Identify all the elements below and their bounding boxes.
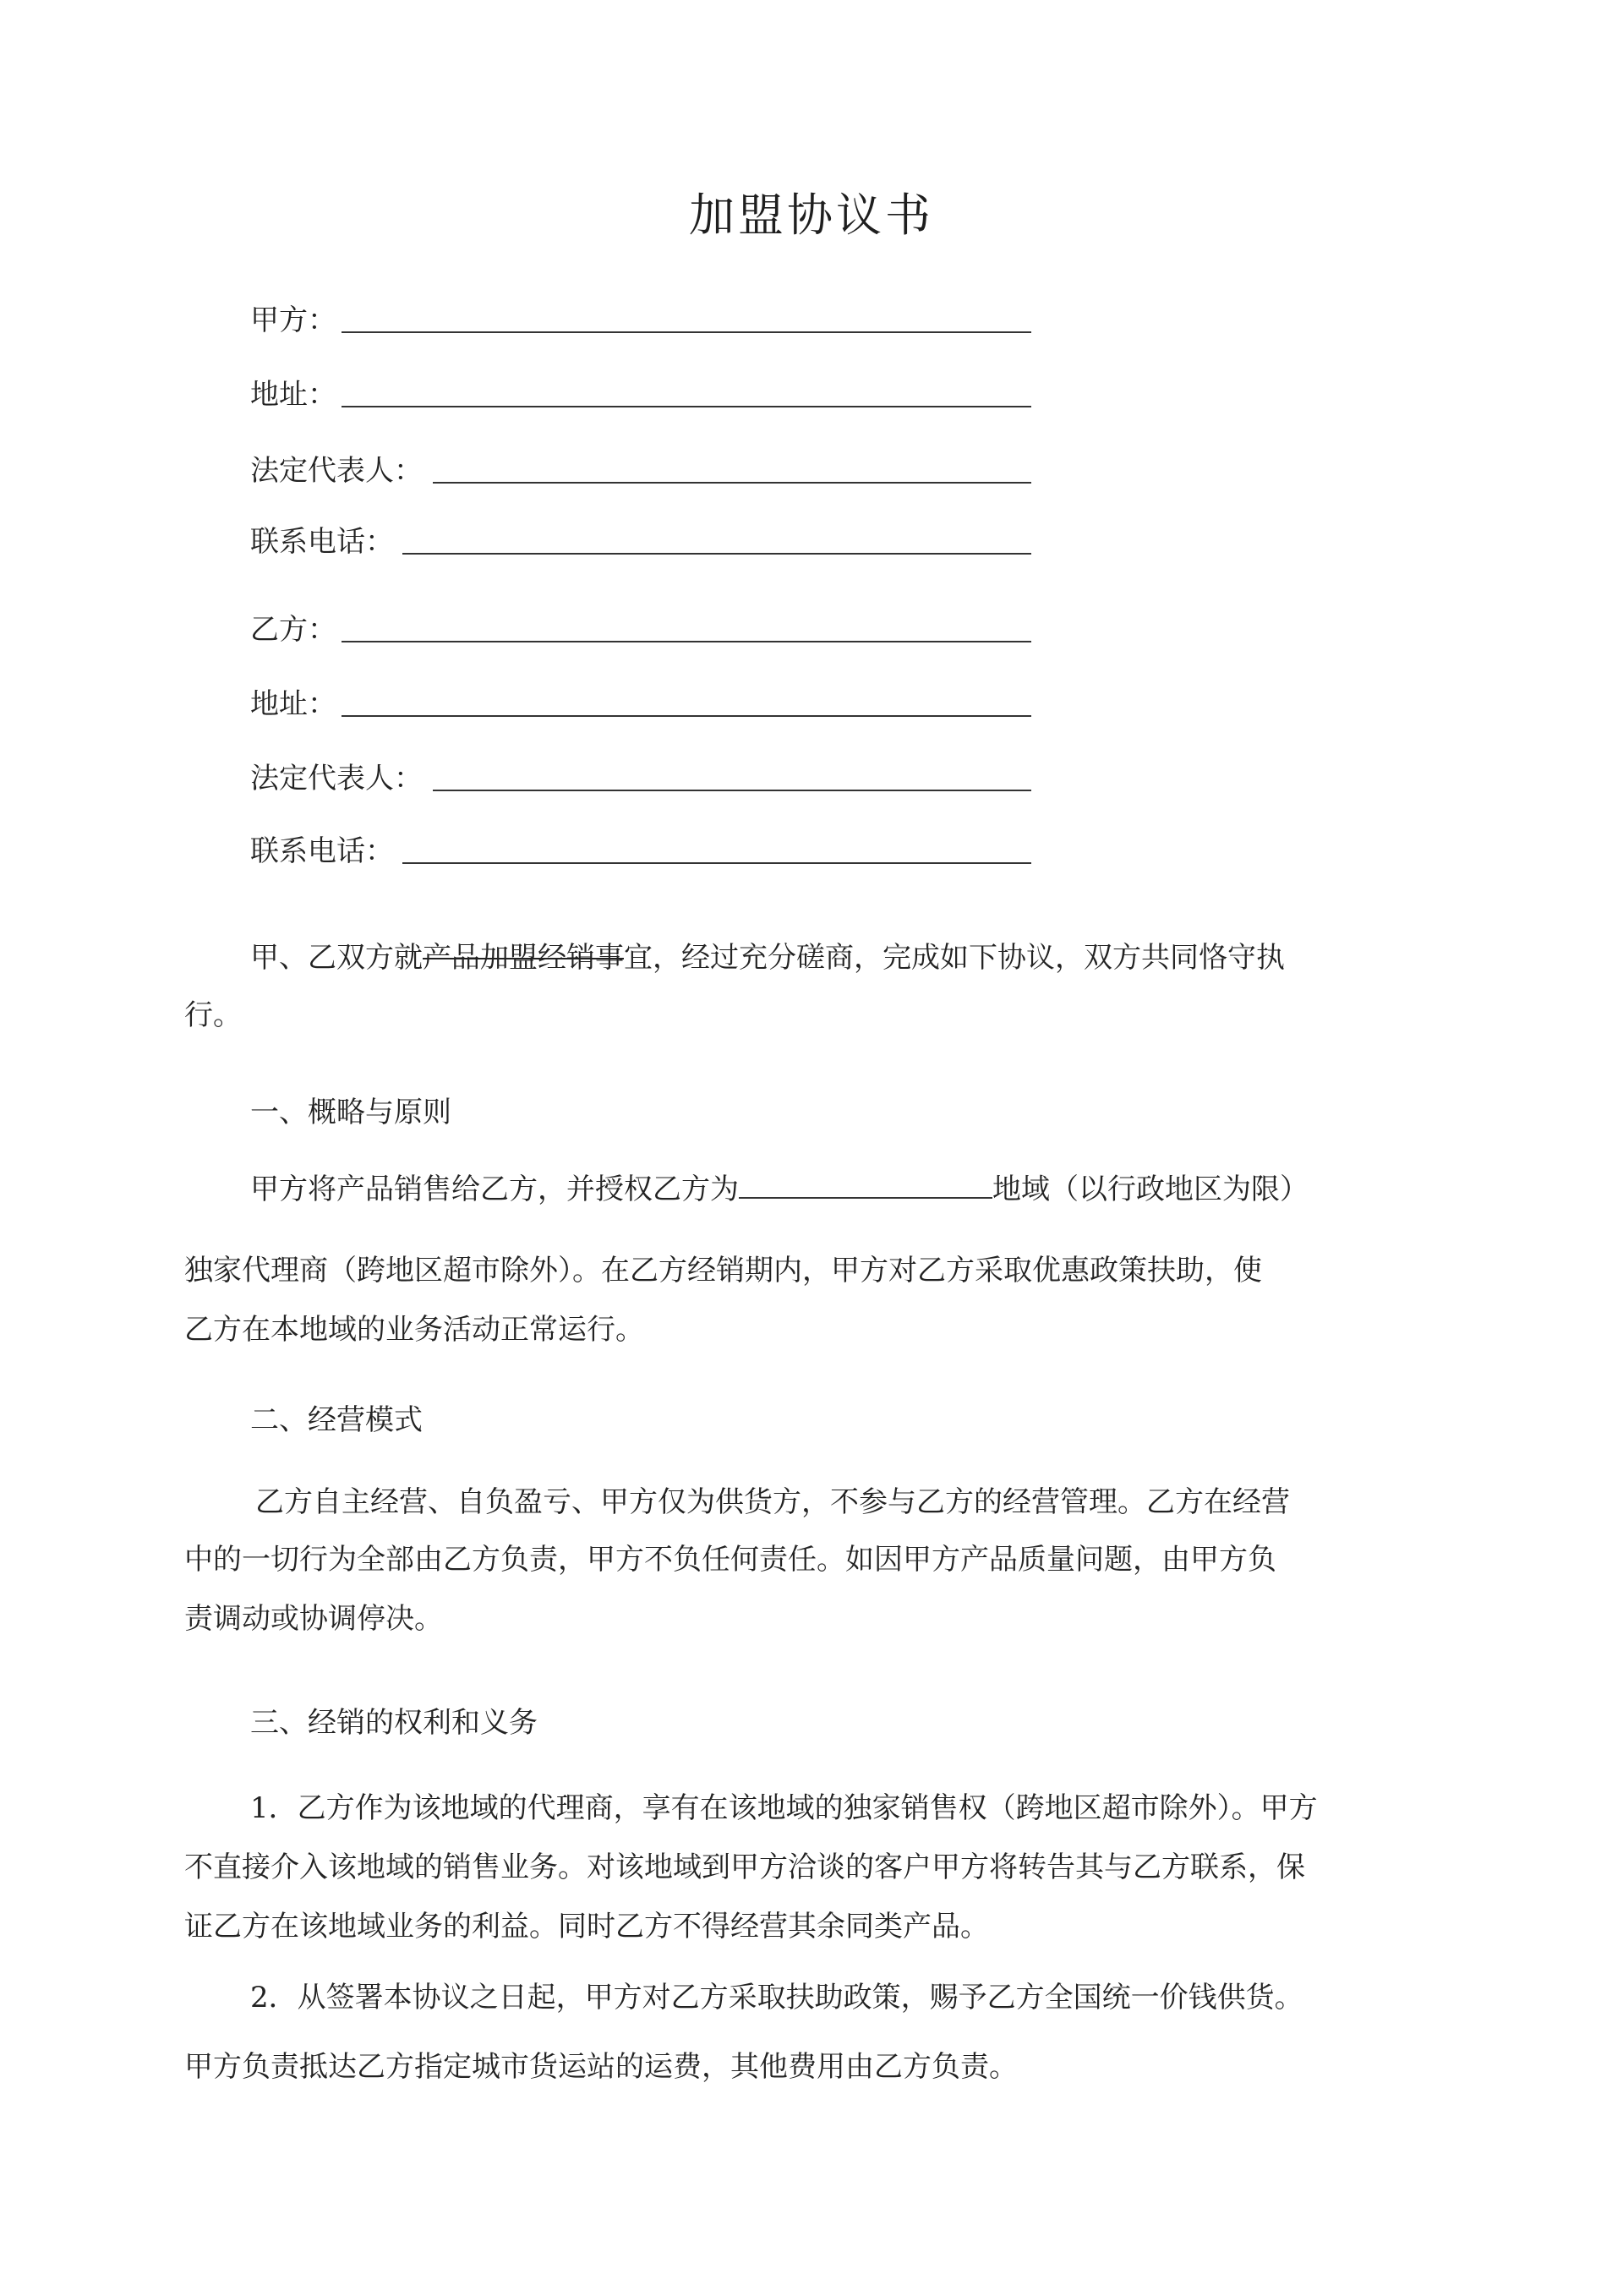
section-1-line-1 [250,1160,1309,1219]
section-1-heading: 一、概略与原则 [250,1096,451,1129]
party-b-address-blank[interactable] [342,715,1031,717]
party-a-legal-rep-field [250,448,1031,489]
party-a-phone-label: 联系电话： [250,525,394,559]
party-a-phone-blank[interactable] [402,553,1031,555]
party-a-address-label: 地址： [250,378,336,412]
party-b-legal-rep-label: 法定代表人： [250,762,423,795]
intro-struck-text: 产品加盟经销事 [423,941,624,975]
party-b-phone-blank[interactable] [402,862,1031,864]
document-title: 加盟协议书 [689,189,934,242]
section-2-line-2: 中的一切行为全部由乙方负责，甲方不负任何责任。如因甲方产品质量问题，由甲方负 [184,1543,1276,1577]
section-3-item-1-line-3: 证乙方在该地域业务的利益。同时乙方不得经营其余同类产品。 [184,1910,989,1943]
party-b-legal-rep-field [250,756,1031,796]
section-2-line-3: 责调动或协调停决。 [184,1602,443,1636]
party-b-name-blank[interactable] [342,641,1031,642]
section-3-item-2-line-2: 甲方负责抵达乙方指定城市货运站的运费，其他费用由乙方负责。 [184,2050,1018,2084]
party-b-address-label: 地址： [250,687,336,721]
party-a-legal-rep-blank[interactable] [433,482,1031,484]
section-3-item-1-line-2: 不直接介入该地域的销售业务。对该地域到甲方洽谈的客户甲方将转告其与乙方联系，保 [184,1850,1305,1884]
party-b-legal-rep-blank[interactable] [433,790,1031,791]
party-b-phone-field [250,828,1031,869]
section-2-heading: 二、经营模式 [250,1403,423,1437]
section-1-line-2: 独家代理商（跨地区超市除外）。在乙方经销期内，甲方对乙方采取优惠政策扶助，使 [184,1254,1262,1287]
party-a-legal-rep-label: 法定代表人： [250,454,423,488]
party-a-name-blank[interactable] [342,331,1031,333]
section-2-line-1: 乙方自主经营、自负盈亏、甲方仅为供货方，不参与乙方的经营管理。乙方在经营 [255,1485,1290,1519]
section-3-item-2-line-1: 2．从签署本协议之日起，甲方对乙方采取扶助政策，赐予乙方全国统一价钱供货。 [250,1981,1303,2014]
region-blank[interactable] [739,1172,992,1199]
section-3-heading: 三、经销的权利和义务 [250,1706,538,1740]
party-a-name-label: 甲方： [250,303,336,337]
party-a-address-field [250,372,1031,413]
party-a-phone-field [250,519,1031,560]
party-b-name-field [250,607,1031,648]
party-b-phone-label: 联系电话： [250,834,394,868]
party-b-name-label: 乙方： [250,613,336,647]
intro-line-1 [250,928,1285,987]
section-3-item-1-line-1: 1．乙方作为该地域的代理商，享有在该地域的独家销售权（跨地区超市除外）。甲方 [250,1791,1318,1825]
party-a-name-field [250,298,1031,338]
intro-text-part2: 宜，经过充分磋商，完成如下协议，双方共同恪守执 [624,941,1285,975]
party-b-address-field [250,681,1031,722]
section-1-text-after-blank: 地域（以行政地区为限） [992,1173,1309,1206]
section-1-line-3: 乙方在本地域的业务活动正常运行。 [184,1313,644,1347]
section-1-text-before-blank: 甲方将产品销售给乙方，并授权乙方为 [250,1173,739,1206]
intro-line-2: 行。 [184,998,242,1032]
party-a-address-blank[interactable] [342,406,1031,407]
intro-text-part1: 甲、乙双方就 [250,941,423,975]
